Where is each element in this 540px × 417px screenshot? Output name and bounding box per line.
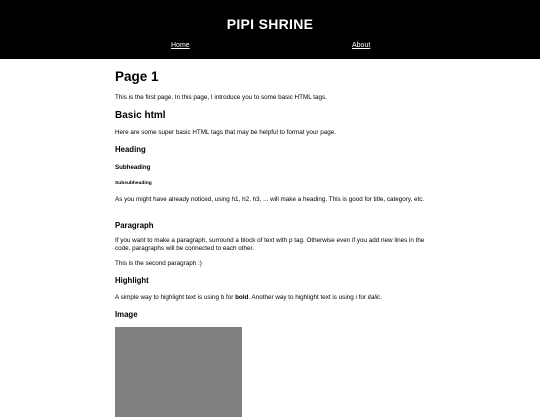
nav-link-home[interactable]: Home [171, 42, 190, 49]
site-title: PIPI SHRINE [226, 16, 314, 32]
highlight-paragraph [115, 294, 430, 302]
image-section-title: Image [115, 310, 138, 319]
highlight-text-middle: . Another way to highlight text is using i for [248, 294, 368, 301]
image-placeholder [115, 327, 242, 417]
paragraph-section-title: Paragraph [115, 221, 154, 230]
heading-section-title: Heading [115, 145, 146, 154]
highlight-text-end: . [380, 294, 383, 301]
heading-paragraph: As you might have already noticed, using h1, h2, h3, ... will make a heading. This is good for title, category, etc. [115, 196, 425, 203]
site-header [0, 0, 540, 59]
subheading-example: Subheading [115, 164, 151, 171]
intro-paragraph: This is the first page. In this page, I introduce you to some basic HTML tags. [115, 94, 327, 101]
page-title: Page 1 [115, 69, 159, 84]
highlight-text-start: A simple way to highlight text is using b for [115, 294, 236, 301]
paragraph-text-2: This is the second paragraph :) [115, 260, 202, 267]
subsubheading-example: Subsubheading [115, 181, 152, 186]
paragraph-text-1: If you want to make a paragraph, surround a block of text with p tag. Otherwise even if you add new lines in the code, paragraphs will be connected to each other. [115, 237, 425, 253]
basic-html-paragraph: Here are some super basic HTML tags that may be helpful to format your page. [115, 129, 336, 136]
bold-example: bold [235, 294, 249, 301]
highlight-section-title: Highlight [115, 276, 149, 285]
nav-link-about[interactable]: About [352, 42, 371, 49]
italic-example: italic [367, 294, 381, 301]
basic-html-heading: Basic html [115, 110, 166, 121]
